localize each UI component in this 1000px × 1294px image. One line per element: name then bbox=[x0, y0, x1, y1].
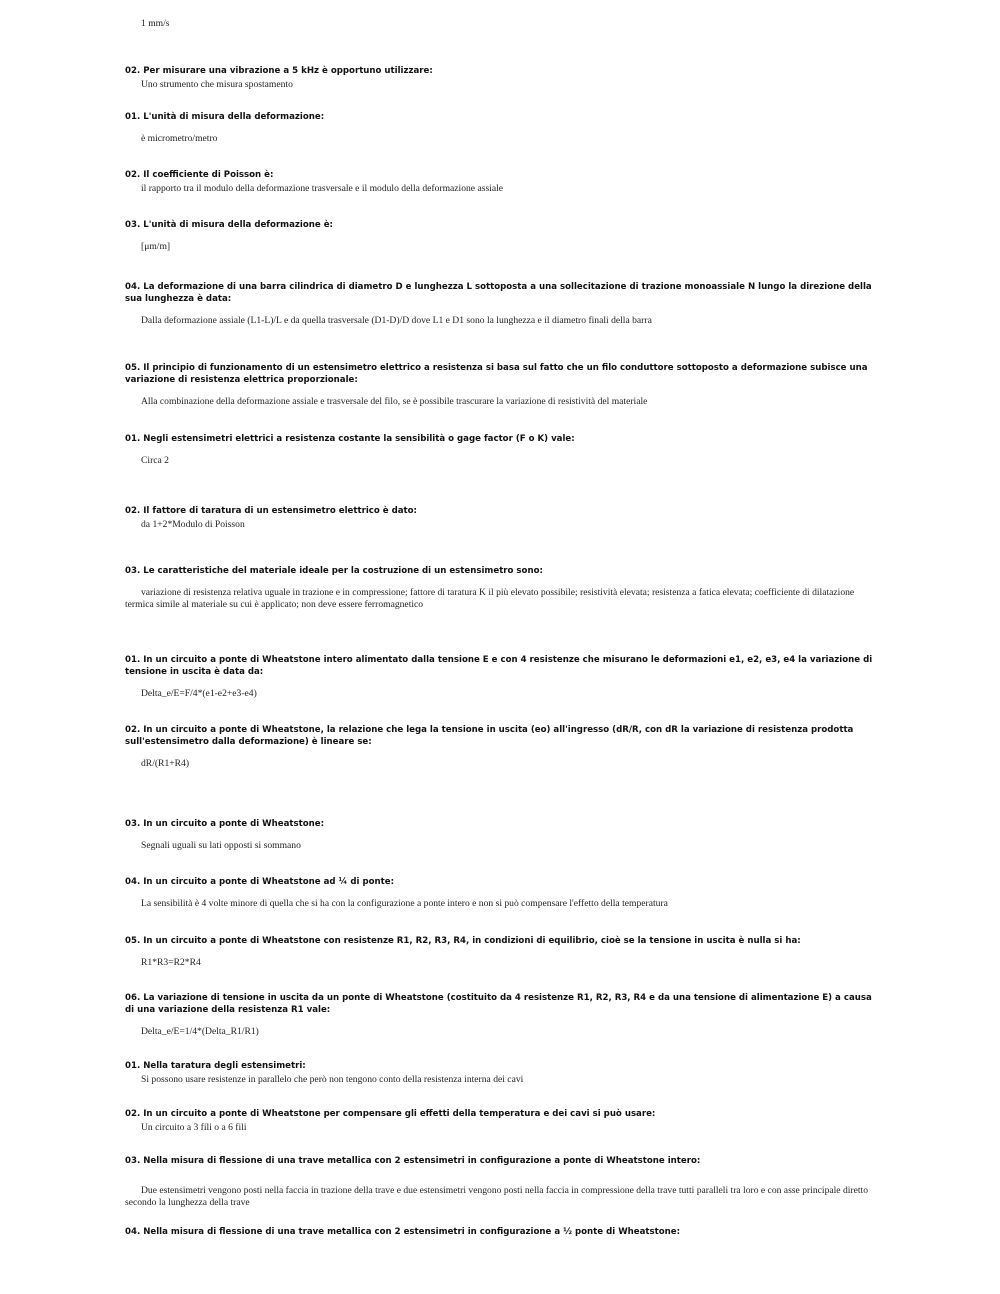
question-block-8 bbox=[125, 505, 875, 531]
question-text: 05. In un circuito a ponte di Wheatstone con resistenze R1, R2, R3, R4, in condizioni di equilibrio, cioè se la tensione in uscita è nulla si ha: bbox=[125, 936, 801, 946]
question-block-5 bbox=[125, 281, 875, 327]
question-block-9 bbox=[125, 565, 875, 611]
question-text: 03. Le caratteristiche del materiale ideale per la costruzione di un estensimetro sono: bbox=[125, 566, 543, 576]
question-block-16 bbox=[125, 1060, 875, 1086]
question-block-12 bbox=[125, 818, 875, 852]
question-text: 01. In un circuito a ponte di Wheatstone intero alimentato dalla tensione E e con 4 resistenze che misurano le deformazioni e1, e2, e3, e4 la variazione di tensione in uscita è data da: bbox=[125, 655, 873, 677]
answer-text: Delta_e/E=F/4*(e1-e2+e3-e4) bbox=[141, 688, 257, 699]
question-block-19 bbox=[125, 1226, 875, 1238]
question-text: 04. Nella misura di flessione di una trave metallica con 2 estensimetri in configurazione a ½ ponte di Wheatstone: bbox=[125, 1227, 681, 1237]
question-block-13 bbox=[125, 876, 875, 910]
answer-text: [μm/m] bbox=[141, 241, 171, 252]
answer-text: è micrometro/metro bbox=[141, 133, 218, 144]
question-text: 04. In un circuito a ponte di Wheatstone ad ¼ di ponte: bbox=[125, 877, 395, 887]
question-block-15 bbox=[125, 992, 875, 1038]
question-text: 02. In un circuito a ponte di Wheatstone, la relazione che lega la tensione in uscita (eo) all'ingresso (dR/R, con dR la variazione di resistenza prodotta sull'estensimetro dalla deformazione) è lineare se: bbox=[125, 725, 854, 747]
answer-text: Delta_e/E=1/4*(Delta_R1/R1) bbox=[141, 1026, 259, 1037]
answer-text: Un circuito a 3 fili o a 6 fili bbox=[141, 1122, 247, 1133]
question-text: 01. Nella taratura degli estensimetri: bbox=[125, 1061, 306, 1071]
answer-text: La sensibilità è 4 volte minore di quella che si ha con la configurazione a ponte intero e non si può compensare l'effetto della temperatura bbox=[141, 898, 668, 909]
question-text: 02. Il fattore di taratura di un estensimetro elettrico è dato: bbox=[125, 506, 417, 516]
answer-0: 1 mm/s bbox=[141, 18, 170, 29]
answer-text: Due estensimetri vengono posti nella faccia in trazione della trave e due estensimetri vengono posti nella faccia in compressione della trave tutti paralleli tra loro e con asse principale diretto secondo la lunghezza della trave bbox=[125, 1185, 868, 1208]
question-text: 05. Il principio di funzionamento di un estensimetro elettrico a resistenza si basa sul fatto che un filo conduttore sottoposto a deformazione subisce una variazione di resistenza elettrica proporzionale: bbox=[125, 363, 868, 385]
question-text: 03. L'unità di misura della deformazione è: bbox=[125, 220, 333, 230]
answer-text: Alla combinazione della deformazione assiale e trasversale del filo, se è possibile trascurare la variazione di resistività del materiale bbox=[141, 396, 648, 407]
answer-text: Si possono usare resistenze in parallelo che però non tengono conto della resistenza interna dei cavi bbox=[141, 1074, 524, 1085]
question-block-11 bbox=[125, 724, 875, 770]
question-block-10 bbox=[125, 654, 875, 700]
question-text: 02. Il coefficiente di Poisson è: bbox=[125, 170, 274, 180]
question-block-14 bbox=[125, 935, 875, 969]
answer-text: Uno strumento che misura spostamento bbox=[141, 79, 293, 90]
question-text: 06. La variazione di tensione in uscita da un ponte di Wheatstone (costituito da 4 resistenze R1, R2, R3, R4 e da una tensione di alimentazione E) a causa di una variazione della resistenza R1 vale: bbox=[125, 993, 872, 1015]
answer-text: Dalla deformazione assiale (L1-L)/L e da quella trasversale (D1-D)/D dove L1 e D1 sono la lunghezza e il diametro finali della barra bbox=[141, 315, 652, 326]
question-block-1 bbox=[125, 65, 875, 91]
question-text: 02. Per misurare una vibrazione a 5 kHz è opportuno utilizzare: bbox=[125, 66, 433, 76]
answer-text: il rapporto tra il modulo della deformazione trasversale e il modulo della deformazione assiale bbox=[141, 183, 504, 194]
question-block-6 bbox=[125, 362, 875, 408]
question-text: 01. L'unità di misura della deformazione: bbox=[125, 112, 325, 122]
question-text: 04. La deformazione di una barra cilindrica di diametro D e lunghezza L sottoposta a una sollecitazione di trazione monoassiale N lungo la direzione della sua lunghezza è data: bbox=[125, 282, 872, 304]
answer-text: dR/(R1+R4) bbox=[141, 758, 190, 769]
answer-text: da 1+2*Modulo di Poisson bbox=[141, 519, 245, 530]
question-text: 01. Negli estensimetri elettrici a resistenza costante la sensibilità o gage factor (F o K) vale: bbox=[125, 434, 575, 444]
question-text: 03. In un circuito a ponte di Wheatstone: bbox=[125, 819, 325, 829]
question-text: 03. Nella misura di flessione di una trave metallica con 2 estensimetri in configurazione a ponte di Wheatstone intero: bbox=[125, 1156, 701, 1166]
question-block-4 bbox=[125, 219, 875, 253]
question-block-2 bbox=[125, 111, 875, 145]
answer-text: R1*R3=R2*R4 bbox=[141, 957, 201, 968]
question-text: 02. In un circuito a ponte di Wheatstone per compensare gli effetti della temperatura e dei cavi si può usare: bbox=[125, 1109, 656, 1119]
answer-text: Segnali uguali su lati opposti si sommano bbox=[141, 840, 301, 851]
question-block-18 bbox=[125, 1155, 875, 1209]
question-block-7 bbox=[125, 433, 875, 467]
question-block-17 bbox=[125, 1108, 875, 1134]
question-block-3 bbox=[125, 169, 875, 195]
answer-text: variazione di resistenza relativa uguale in trazione e in compressione; fattore di taratura K il più elevato possibile; resistività elevata; resistenza a fatica elevata; coefficiente di dilatazione termica simile al materiale su cui è applicato; non deve essere ferromagnetico bbox=[125, 587, 855, 610]
answer-text: Circa 2 bbox=[141, 455, 169, 466]
